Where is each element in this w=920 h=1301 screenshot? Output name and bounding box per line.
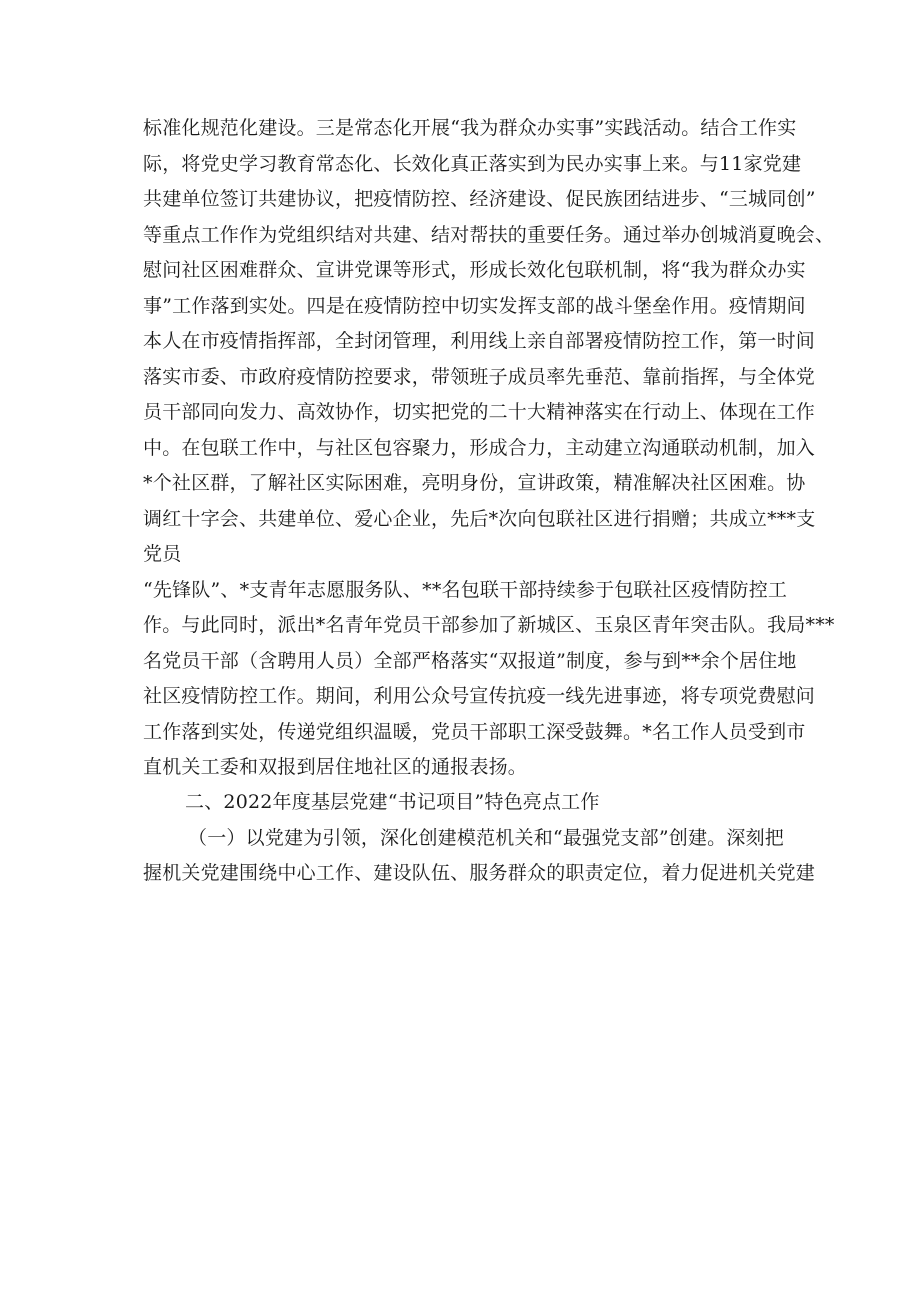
body-text-line: 本人在市疫情指挥部，全封闭管理，利用线上亲自部署疫情防控工作，第一时间 — [143, 330, 816, 352]
body-text-line: 工作落到实处，传递党组织温暖，党员干部职工深受鼓舞。*名工作人员受到市 — [143, 721, 806, 743]
body-text-line: 慰问社区困难群众、宣讲党课等形式，形成长效化包联机制，将“我为群众办实 — [143, 259, 806, 281]
body-text-line: “先锋队”、*支青年志愿服务队、**名包联干部持续参于包联社区疫情防控工 — [143, 579, 788, 601]
body-text-line: 标准化规范化建设。三是常态化开展“我为群众办实事”实践活动。结合工作实 — [143, 117, 797, 139]
body-text-line: 等重点工作作为党组织结对共建、结对帮扶的重要任务。通过举办创城消夏晚会、 — [143, 224, 835, 246]
section-heading: 二、2022年度基层党建“书记项目”特色亮点工作 — [185, 791, 600, 813]
body-text-line: 共建单位签订共建协议，把疫情防控、经济建设、促民族团结进步、“三城同创” — [143, 188, 816, 210]
body-text-line: 党员 — [143, 543, 182, 565]
body-text-line: 中。在包联工作中，与社区包容聚力，形成合力，主动建立沟通联动机制，加入 — [143, 437, 816, 459]
body-text-line: 员干部同向发力、高效协作，切实把党的二十大精神落实在行动上、体现在工作 — [143, 401, 816, 423]
body-text-line: *个社区群，了解社区实际困难，亮明身份，宣讲政策，精准解决社区困难。协 — [143, 472, 806, 494]
body-text-line: 调红十字会、共建单位、爱心企业，先后*次向包联社区进行捐赠；共成立***支 — [143, 508, 816, 530]
body-text-line: 直机关工委和双报到居住地社区的通报表扬。 — [143, 756, 528, 778]
subsection-heading: （一）以党建为引领，深化创建模范机关和“最强党支部”创建。深刻把 — [188, 827, 784, 849]
body-text-line: 握机关党建围绕中心工作、建设队伍、服务群众的职责定位，着力促进机关党建 — [143, 862, 816, 884]
body-text-line: 作。与此同时，派出*名青年党员干部参加了新城区、玉泉区青年突击队。我局*** — [143, 614, 835, 636]
body-text-line: 社区疫情防控工作。期间，利用公众号宣传抗疫一线先进事迹，将专项党费慰问 — [143, 685, 816, 707]
body-text-line: 名党员干部（含聘用人员）全部严格落实“双报道”制度，参与到**余个居住地 — [143, 650, 797, 672]
body-text-line: 际，将党史学习教育常态化、长效化真正落实到为民办实事上来。与11家党建 — [143, 153, 802, 175]
body-text-line: 落实市委、市政府疫情防控要求，带领班子成员率先垂范、靠前指挥，与全体党 — [143, 366, 816, 388]
body-text-line: 事”工作落到实处。四是在疫情防控中切实发挥支部的战斗堡垒作用。疫情期间 — [143, 295, 806, 317]
